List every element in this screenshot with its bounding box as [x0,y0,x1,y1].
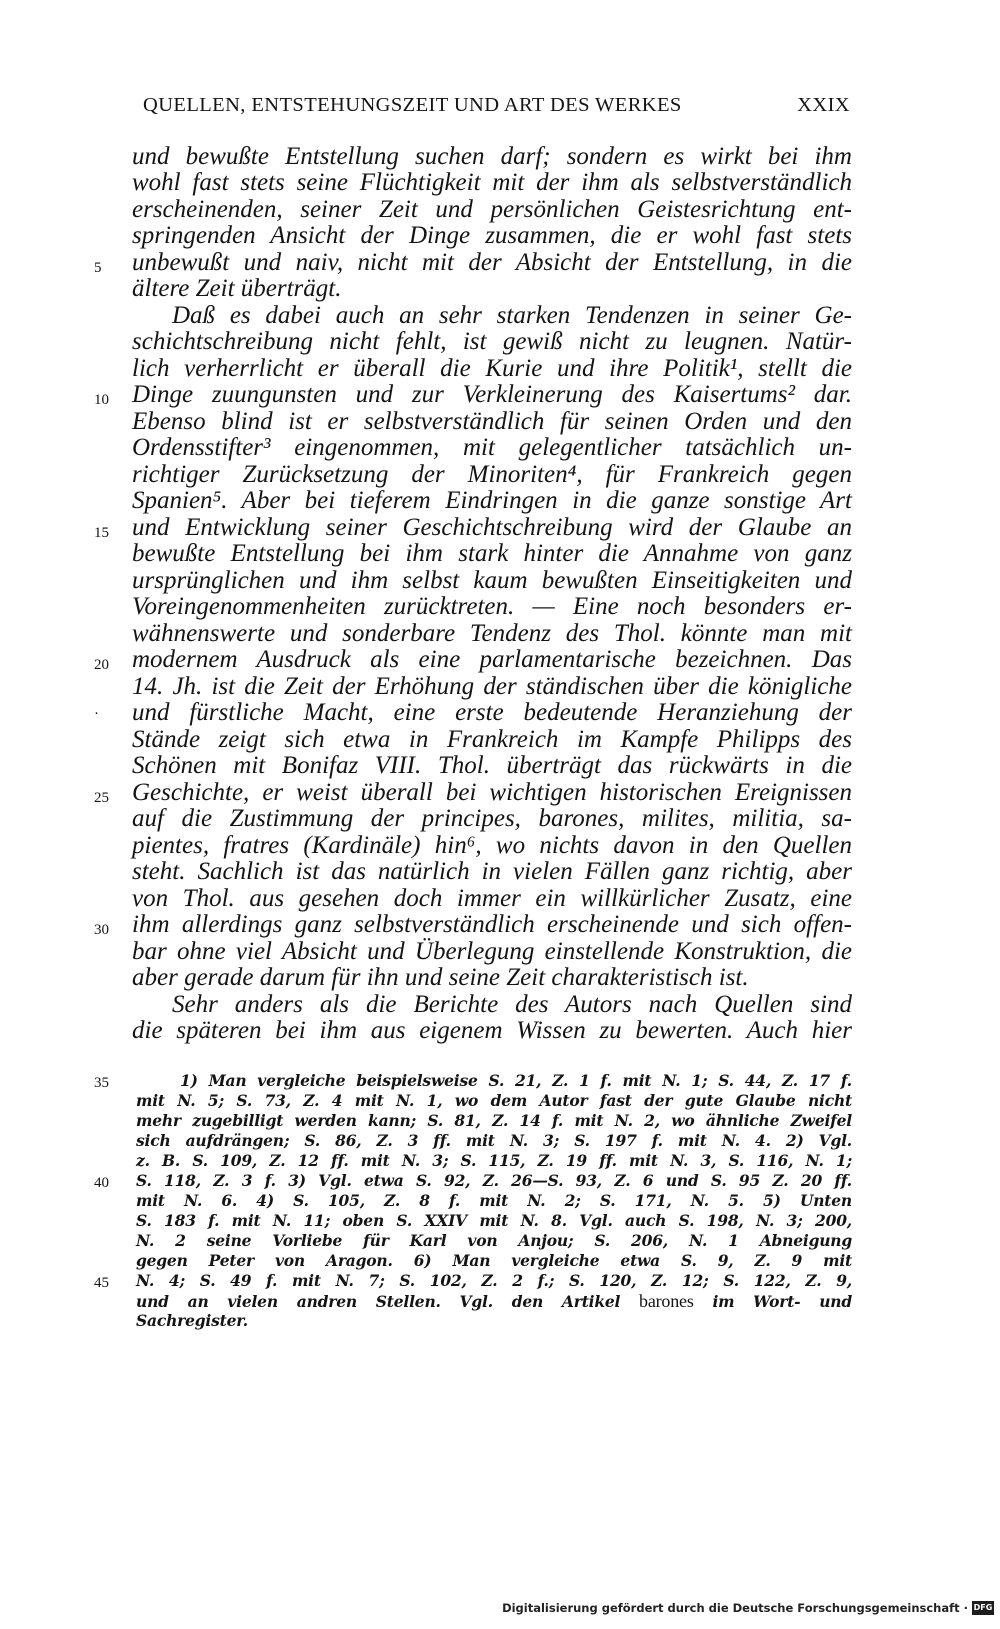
digitization-credit: Digitalisierung gefördert durch die Deutsche Forschungsgemeinschaft · [502,1601,968,1615]
text-line: Ordensstifter³ eingenommen, mit gelegentlicher tatsächlich un- [132,434,852,461]
text-line: wohl fast stets seine Flüchtigkeit mit der ihm als selbstverständlich [132,169,852,196]
text-line: bewußte Entstellung bei ihm stark hinter die Annahme von ganz [132,540,852,567]
text-line: Daß es dabei auch an sehr starken Tendenzen in seiner Ge- [172,302,852,329]
text-line: pientes, fratres (Kardinäle) hin⁶, wo nichts davon in den Quellen [132,832,852,859]
running-title: QUELLEN, ENTSTEHUNGSZEIT UND ART DES WERKES [143,94,682,116]
footnote-line: z. B. S. 109, Z. 12 ff. mit N. 3; S. 115, Z. 19 ff. mit N. 3, S. 116, N. 1; [136,1151,852,1170]
footnote-text: und an vielen andren Stellen. Vgl. den Artikel [136,1292,640,1311]
line-number: 20 [94,657,109,673]
footnote-line: N. 2 seine Vorliebe für Karl von Anjou; S. 206, N. 1 Abneigung [136,1231,852,1250]
dfg-logo: DFG [972,1601,994,1615]
text-line: ihm allerdings ganz selbstverständlich erscheinende und sich offen- [132,911,852,938]
text-line: richtiger Zurücksetzung der Minoriten⁴, für Frankreich gegen [132,461,852,488]
footnote-line: sich aufdrängen; S. 86, Z. 3 ff. mit N. 3; S. 197 f. mit N. 4. 2) Vgl. [136,1131,852,1150]
text-line: Geschichte, er weist überall bei wichtigen historischen Ereignissen [132,779,852,806]
text-line: unbewußt und naiv, nicht mit der Absicht der Entstellung, in die [132,249,852,276]
text-line: 14. Jh. ist die Zeit der Erhöhung der ständischen über die königliche [132,673,852,700]
line-number: 45 [94,1275,109,1291]
footnote-line: 1) Man vergleiche beispielsweise S. 21, Z. 1 f. mit N. 1; S. 44, Z. 17 f. [180,1071,852,1090]
text-line: springenden Ansicht der Dinge zusammen, die er wohl fast stets [132,222,852,249]
line-number: 35 [94,1075,109,1091]
footnote-text: im Wort- und [693,1292,852,1311]
text-line: Voreingenommenheiten zurücktreten. — Eine noch besonders er- [132,593,852,620]
footnote-line: mit N. 6. 4) S. 105, Z. 8 f. mit N. 2; S. 171, N. 5. 5) Unten [136,1191,852,1210]
footnote-line [136,1291,852,1312]
text-line: Sehr anders als die Berichte des Autors nach Quellen sind [172,991,852,1018]
line-number: 40 [94,1175,109,1191]
footnote-line: Sachregister. [136,1311,248,1330]
text-line: steht. Sachlich ist das natürlich in vielen Fällen ganz richtig, aber [132,858,852,885]
text-line: Schönen mit Bonifaz VIII. Thol. überträgt das rückwärts in die [132,752,852,779]
running-header [143,94,850,117]
line-number: 30 [94,922,109,938]
line-number: 15 [94,525,109,541]
text-line: Dinge zuungunsten und zur Verkleinerung des Kaisertums² dar. [132,381,852,408]
text-line: ursprünglichen und ihm selbst kaum bewußten Einseitigkeiten und [132,567,852,594]
footnote-line: N. 4; S. 49 f. mit N. 7; S. 102, Z. 2 f.; S. 120, Z. 12; S. 122, Z. 9, [136,1271,852,1290]
text-line: Spanien⁵. Aber bei tieferem Eindringen in die ganze sonstige Art [132,487,852,514]
text-line: die späteren bei ihm aus eigenem Wissen zu bewerten. Auch hier [132,1017,852,1044]
text-line: aber gerade darum für ihn und seine Zeit charakteristisch ist. [132,964,749,991]
line-number: 25 [94,790,109,806]
footnote-line: S. 118, Z. 3 f. 3) Vgl. etwa S. 92, Z. 26—S. 93, Z. 6 und S. 95 Z. 20 ff. [136,1171,852,1190]
text-line: modernem Ausdruck als eine parlamentarische bezeichnen. Das [132,646,852,673]
text-line: schichtschreibung nicht fehlt, ist gewiß nicht zu leugnen. Natür- [132,328,852,355]
credit-text: Digitalisierung gefördert durch die Deutsche Forschungsgemeinschaft [502,1601,960,1615]
line-number: 5 [94,260,102,276]
text-line: von Thol. aus gesehen doch immer ein willkürlicher Zusatz, eine [132,885,852,912]
text-line: und bewußte Entstellung suchen darf; sondern es wirkt bei ihm [132,143,852,170]
text-line: erscheinenden, seiner Zeit und persönlichen Geistesrichtung ent- [132,196,852,223]
text-line: lich verherrlicht er überall die Kurie und ihre Politik¹, stellt die [132,355,852,382]
footnote-line: S. 183 f. mit N. 11; oben S. XXIV mit N. 8. Vgl. auch S. 198, N. 3; 200, [136,1211,852,1230]
text-line: auf die Zustimmung der principes, barones, milites, militia, sa- [132,805,852,832]
footnote-term: barones [639,1291,694,1311]
text-line: wähnenswerte und sonderbare Tendenz des Thol. könnte man mit [132,620,852,647]
text-line: Ebenso blind ist er selbstverständlich für seinen Orden und den [132,408,852,435]
text-line: und fürstliche Macht, eine erste bedeutende Heranziehung der [132,699,852,726]
line-number: · [94,706,99,722]
text-line: Stände zeigt sich etwa in Frankreich im Kampfe Philipps des [132,726,852,753]
page-number: XXIX [797,94,850,116]
footnote-line: mit N. 5; S. 73, Z. 4 mit N. 1, wo dem Autor fast der gute Glaube nicht [136,1091,852,1110]
text-line: ältere Zeit überträgt. [132,275,342,302]
footnote-line: gegen Peter von Aragon. 6) Man vergleiche etwa S. 9, Z. 9 mit [136,1251,852,1270]
text-line: und Entwicklung seiner Geschichtschreibung wird der Glaube an [132,514,852,541]
line-number: 10 [94,392,109,408]
text-line: bar ohne viel Absicht und Überlegung einstellende Konstruktion, die [132,938,852,965]
footnote-line: mehr zugebilligt werden kann; S. 81, Z. 14 f. mit N. 2, wo ähnliche Zweifel [136,1111,852,1130]
